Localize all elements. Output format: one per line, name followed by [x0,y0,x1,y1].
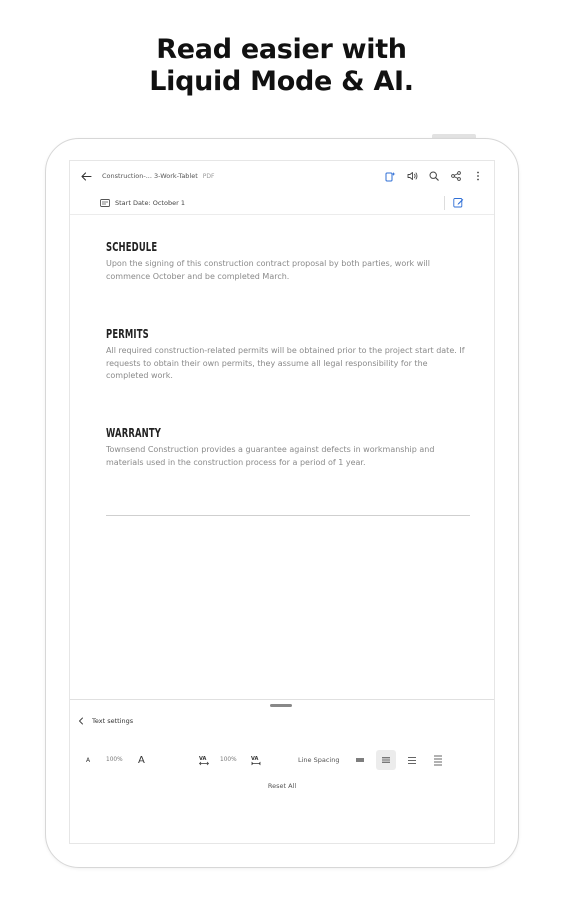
share-button[interactable] [448,168,464,184]
decrease-font-size-label: A [86,756,91,764]
app-screen [69,160,495,844]
line-spacing-option-1[interactable] [350,750,370,770]
text-settings-header [78,717,133,725]
more-options-button[interactable] [470,168,486,184]
line-spacing-normal-icon [381,756,391,764]
line-spacing-label-text: Line Spacing [298,756,340,764]
char-spacing-decrease-icon [198,754,210,766]
content-divider [106,515,470,516]
decrease-font-size-button[interactable] [86,750,90,770]
svg-text:VA: VA [199,756,207,762]
share-icon [451,171,461,181]
section-body-permits: All required construction-related permits will be obtained prior to the project start date. If requests to obtain their own permits, they assume all legal responsibility for the completed work. [106,346,465,380]
text-settings-title: Text settings [92,717,134,725]
increase-char-spacing-button[interactable] [250,750,262,770]
document-subheader [70,191,494,215]
line-spacing-loose-icon [433,755,443,766]
char-spacing-value-text: 100% [220,757,237,763]
line-spacing-option-3[interactable] [402,750,422,770]
char-spacing-value [220,750,237,770]
text-settings-panel [70,699,494,844]
more-vertical-icon [476,171,480,181]
svg-text:VA: VA [251,756,259,762]
promo-headline [0,34,563,98]
increase-font-size-button[interactable] [138,750,145,770]
line-spacing-option-2[interactable] [376,750,396,770]
section-heading-warranty: WARRANTY [106,426,162,440]
promo-line-2: Liquid Mode & AI. [149,66,414,97]
line-spacing-relaxed-icon [407,756,417,765]
line-spacing-label [298,750,339,770]
char-spacing-increase-icon [250,754,262,766]
line-spacing-option-4[interactable] [428,750,448,770]
calendar-icon [100,199,110,207]
increase-font-size-label: A [138,754,145,766]
decrease-char-spacing-button[interactable] [198,750,210,770]
app-toolbar [70,161,494,191]
document-title: Construction-... 3-Work-Tablet [102,172,198,180]
promo-line-1: Read easier with [156,34,407,65]
line-spacing-tight-icon [355,756,365,764]
search-button[interactable] [426,168,442,184]
edit-note-icon[interactable] [453,197,464,208]
subheader-divider [444,196,445,210]
read-aloud-button[interactable] [404,168,420,184]
search-icon [429,171,439,181]
start-date-label: Start Date: October 1 [115,198,185,207]
section-body-warranty: Townsend Construction provides a guarantee against defects in workmanship and materials used in the construction process for a period of 1 year. [106,445,435,467]
chevron-left-icon[interactable] [78,717,84,725]
font-size-value-text: 100% [106,757,123,763]
section-heading-permits: PERMITS [106,327,149,341]
back-arrow-icon [81,172,92,181]
sheet-drag-handle[interactable] [270,704,292,707]
back-button[interactable] [78,168,94,184]
document-type-label: PDF [202,172,215,180]
font-size-value [106,750,123,770]
reset-all-button[interactable]: Reset All [267,782,297,790]
ai-assistant-icon [385,171,396,182]
text-settings-controls [82,750,482,770]
ai-assistant-button[interactable] [382,168,398,184]
section-heading-schedule: SCHEDULE [106,240,158,254]
read-aloud-icon [407,171,418,181]
section-body-schedule: Upon the signing of this construction contract proposal by both parties, work will commence October and be completed March. [106,259,430,281]
line-spacing-options [350,750,448,770]
